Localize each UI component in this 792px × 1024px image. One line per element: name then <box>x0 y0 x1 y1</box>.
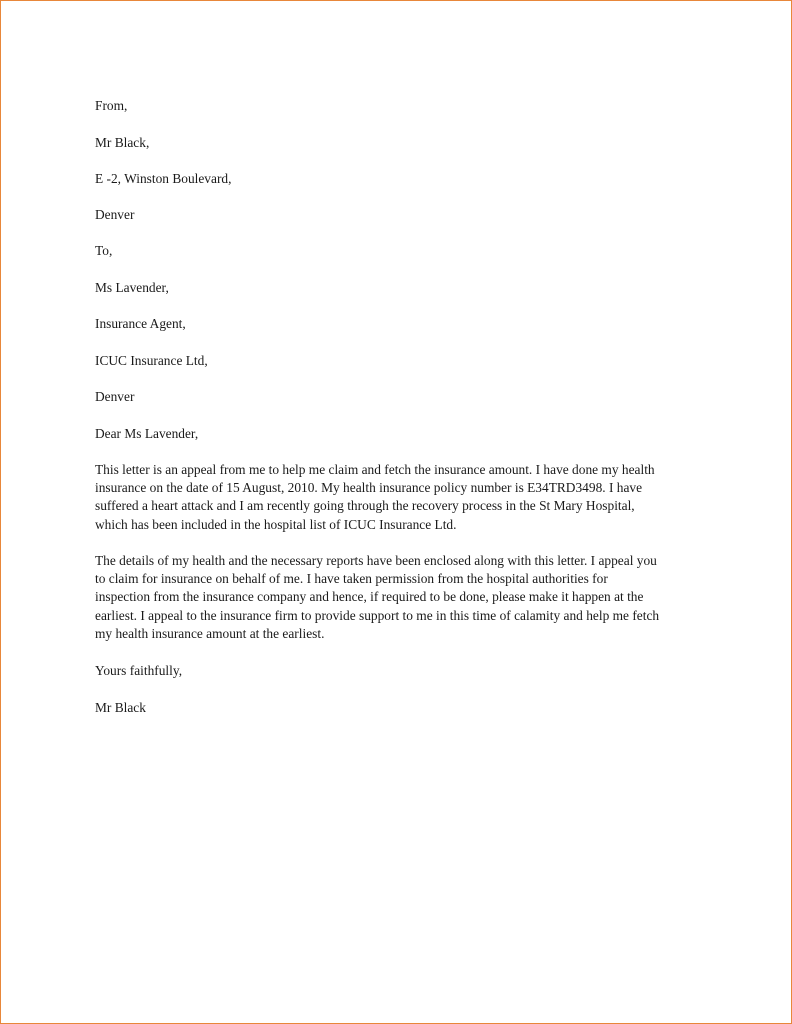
paragraph-line: suffered a heart attack and I am recently going through the recovery process in the St Mary Hospital, <box>95 498 635 514</box>
recipient-title: Insurance Agent, <box>95 316 186 331</box>
signature: Mr Black <box>95 700 146 715</box>
salutation: Dear Ms Lavender, <box>95 426 199 441</box>
paragraph-line: The details of my health and the necessary reports have been enclosed along with this letter. I appeal you <box>95 553 657 568</box>
body-paragraph-2 <box>95 552 659 643</box>
from-label: From, <box>95 98 128 113</box>
paragraph-line: insurance on the date of 15 August, 2010. My health insurance policy number is E34TRD3498. I have <box>95 480 643 496</box>
paragraph-line: This letter is an appeal from me to help me claim and fetch the insurance amount. I have done my health <box>95 462 655 477</box>
closing: Yours faithfully, <box>95 663 183 678</box>
paragraph-line: inspection from the insurance company and hence, if required to be done, please make it happen at the <box>95 589 644 605</box>
recipient-company: ICUC Insurance Ltd, <box>95 353 208 368</box>
sender-city: Denver <box>95 207 135 222</box>
sender-address: E -2, Winston Boulevard, <box>95 171 232 186</box>
paragraph-line: earliest. I appeal to the insurance firm to provide support to me in this time of calamity and help me fetch <box>95 607 660 623</box>
recipient-city: Denver <box>95 389 135 404</box>
sender-name: Mr Black, <box>95 135 150 150</box>
paragraph-line: to claim for insurance on behalf of me. I have taken permission from the hospital authorities for <box>95 571 608 587</box>
paragraph-line: which has been included in the hospital list of ICUC Insurance Ltd. <box>95 516 457 532</box>
to-label: To, <box>95 243 113 258</box>
paragraph-line: my health insurance amount at the earliest. <box>95 625 325 641</box>
body-paragraph-1 <box>95 461 655 534</box>
recipient-name: Ms Lavender, <box>95 280 169 295</box>
